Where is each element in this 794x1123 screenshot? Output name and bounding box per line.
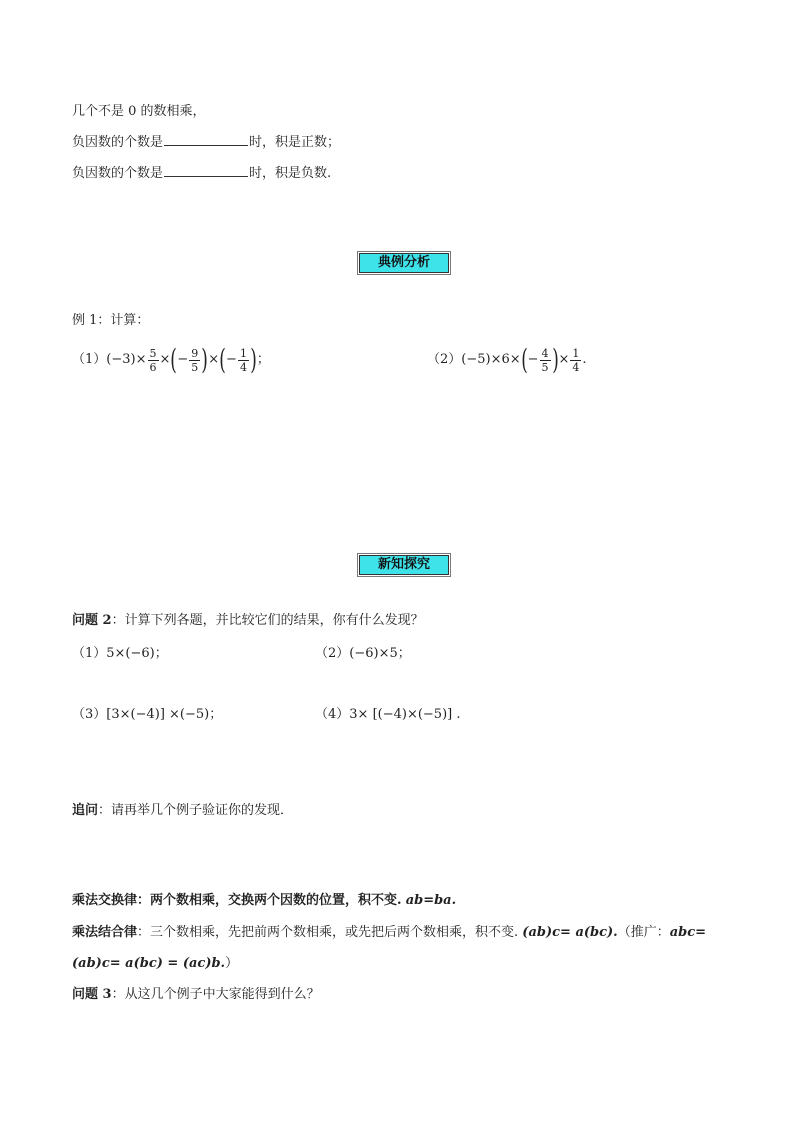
denominator: 5 [191,360,199,374]
law-text: ） [225,956,239,971]
law-formula: (ab)c= a(bc) = (ac)b. [72,956,226,971]
intro-line-3 [72,164,331,184]
fraction [238,347,249,374]
followup-label: 追问 [72,803,99,818]
left-paren: ( [219,343,226,376]
question-2 [72,611,424,631]
fraction [148,347,159,374]
example-1-problem-2 [427,343,587,376]
intro-text: 负因数的个数是 [72,135,164,150]
associative-law-continued [72,954,238,974]
fraction [189,347,200,374]
question-2-item-1: （1）5×(−6)； [72,646,168,661]
right-paren: ) [250,343,257,376]
question-2-item-2: （2）(−6)×5； [315,646,411,661]
intro-text: 负因数的个数是 [72,166,164,181]
math-term: (−5) [461,352,491,367]
example-title-text: 例 1：计算： [72,313,150,328]
question-label: 问题 3 [72,987,112,1002]
commutative-law [72,891,456,911]
numerator: 4 [541,346,549,360]
law-formula: (ab)c= a(bc). [522,925,618,940]
intro-text: 时，积是正数； [249,135,341,150]
right-paren: ) [201,343,208,376]
intro-text: 几个不是 0 的数相乘， [72,104,206,119]
math-term: 6 [501,352,510,367]
numerator: 9 [191,346,199,360]
law-formula: ab=ba. [405,893,457,908]
law-formula: abc= [669,925,707,940]
denominator: 5 [541,360,549,374]
problem-label: （2） [427,352,462,367]
intro-text: 时，积是负数. [249,166,332,181]
fill-blank[interactable] [164,133,248,146]
law-label: 乘法交换律 [72,893,138,908]
example-1-problem-1 [72,343,270,376]
denominator: 4 [572,360,580,374]
intro-line-1 [72,102,206,122]
question-2-item-3: （3）[3×(−4)] ×(−5)； [72,707,223,722]
right-paren: ) [551,343,559,376]
question-label: 问题 2 [72,613,112,628]
punctuation: ； [256,352,270,367]
problem-label: （1） [72,352,107,367]
times-sign: × [208,352,220,367]
law-text: （推广： [617,925,670,940]
punctuation: . [582,352,587,367]
section-heading: 新知探究 [359,555,449,575]
math-term: (−3) [106,352,136,367]
law-label: 乘法结合律 [72,925,138,940]
law-text: ：两个数相乘，交换两个因数的位置，积不变. [137,893,402,908]
times-sign: × [509,352,521,367]
question-3 [72,985,320,1005]
times-sign: × [558,352,570,367]
numerator: 1 [572,346,580,360]
minus-sign: − [226,352,237,367]
left-paren: ( [170,343,178,376]
times-sign: × [490,352,502,367]
associative-law [72,923,706,943]
numerator: 1 [239,346,247,360]
times-sign: × [135,352,147,367]
example-1-title [72,311,149,331]
question-text: ：计算下列各题，并比较它们的结果，你有什么发现？ [111,613,424,628]
fill-blank[interactable] [164,164,248,177]
left-paren: ( [520,343,528,376]
denominator: 6 [149,360,157,374]
denominator: 4 [239,360,247,374]
followup-text: ：请再举几个例子验证你的发现． [98,803,294,818]
question-text: ：从这几个例子中大家能得到什么？ [111,987,320,1002]
times-sign: × [159,352,171,367]
question-2-item-4: （4）3× [(−4)×(−5)] . [315,707,461,722]
minus-sign: − [527,352,539,367]
section-heading: 典例分析 [359,253,449,273]
minus-sign: − [177,352,189,367]
fraction [540,347,551,374]
fraction [570,347,581,374]
followup-question [72,801,293,821]
law-text: ：三个数相乘，先把前两个数相乘，或先把后两个数相乘，积不变. [137,925,519,940]
intro-line-2 [72,133,340,153]
numerator: 5 [149,346,157,360]
